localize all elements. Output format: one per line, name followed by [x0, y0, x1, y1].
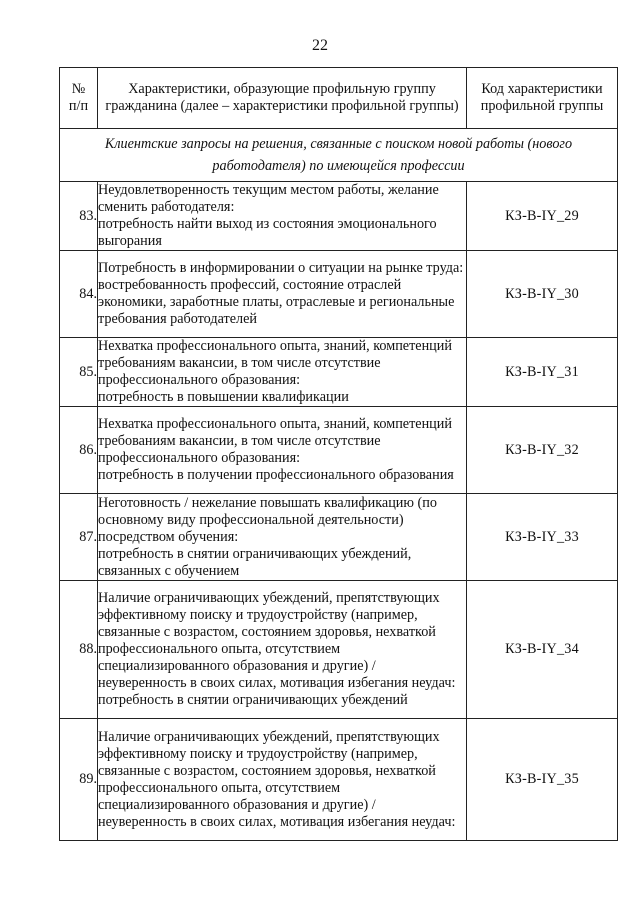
row-number: 85.: [60, 338, 98, 407]
row-number: 83.: [60, 182, 98, 251]
row-number: 86.: [60, 407, 98, 494]
header-num: [60, 68, 98, 129]
row-text: Потребность в информировании о ситуации на рынке труда: востребованность профессий, состояние отраслей экономики, заработные платы, отраслевые и региональные требования работодателей: [98, 251, 467, 338]
page-number: 22: [312, 37, 328, 54]
section-title: Клиентские запросы на решения, связанные с поиском новой работы (нового работодателя) по имеющейся профессии: [60, 129, 618, 182]
row-code: КЗ-В-IY_29: [467, 182, 618, 251]
table-row: [60, 182, 618, 251]
table-row: [60, 581, 618, 719]
row-code: КЗ-В-IY_32: [467, 407, 618, 494]
header-code: Код характеристики профильной группы: [467, 68, 618, 129]
table-row: [60, 407, 618, 494]
row-text: Наличие ограничивающих убеждений, препятствующих эффективному поиску и трудоустройству (например, связанные с возрастом, состоянием здоровья, нехваткой профессионального опыта, отсутствием специализированного образования и другие) / неуверенность в своих силах, мотивация избегания неудач: потребность в снятии ограничивающих убеждений: [98, 581, 467, 719]
characteristics-table: [59, 67, 618, 841]
row-text: Неудовлетворенность текущим местом работы, желание сменить работодателя: потребность найти выход из состояния эмоционального выгорания: [98, 182, 467, 251]
row-number: 87.: [60, 494, 98, 581]
row-code: КЗ-В-IY_33: [467, 494, 618, 581]
table-row: [60, 338, 618, 407]
row-code: КЗ-В-IY_35: [467, 719, 618, 841]
row-text: Нехватка профессионального опыта, знаний, компетенций требованиям вакансии, в том числе отсутствие профессионального образования: потребность в получении профессионального образования: [98, 407, 467, 494]
row-text: Наличие ограничивающих убеждений, препятствующих эффективному поиску и трудоустройству (например, связанные с возрастом, состоянием здоровья, нехваткой профессионального опыта, отсутствием специализированного образования и другие) / неуверенность в своих силах, мотивация избегания неудач:: [98, 719, 467, 841]
table-row: [60, 494, 618, 581]
row-text: Нехватка профессионального опыта, знаний, компетенций требованиям вакансии, в том числе отсутствие профессионального образования: потребность в повышении квалификации: [98, 338, 467, 407]
row-number: 89.: [60, 719, 98, 841]
row-code: КЗ-В-IY_31: [467, 338, 618, 407]
table-row: [60, 251, 618, 338]
row-number: 88.: [60, 581, 98, 719]
row-code: КЗ-В-IY_34: [467, 581, 618, 719]
header-characteristics: Характеристики, образующие профильную группу гражданина (далее – характеристики профильной группы): [98, 68, 467, 129]
row-code: КЗ-В-IY_30: [467, 251, 618, 338]
section-row: [60, 129, 618, 182]
row-text: Неготовность / нежелание повышать квалификацию (по основному виду профессиональной деятельности) посредством обучения: потребность в снятии ограничивающих убеждений, связанных с обучением: [98, 494, 467, 581]
table-row: [60, 719, 618, 841]
header-num-label: № п/п: [68, 81, 89, 114]
row-number: 84.: [60, 251, 98, 338]
table-header-row: [60, 68, 618, 129]
